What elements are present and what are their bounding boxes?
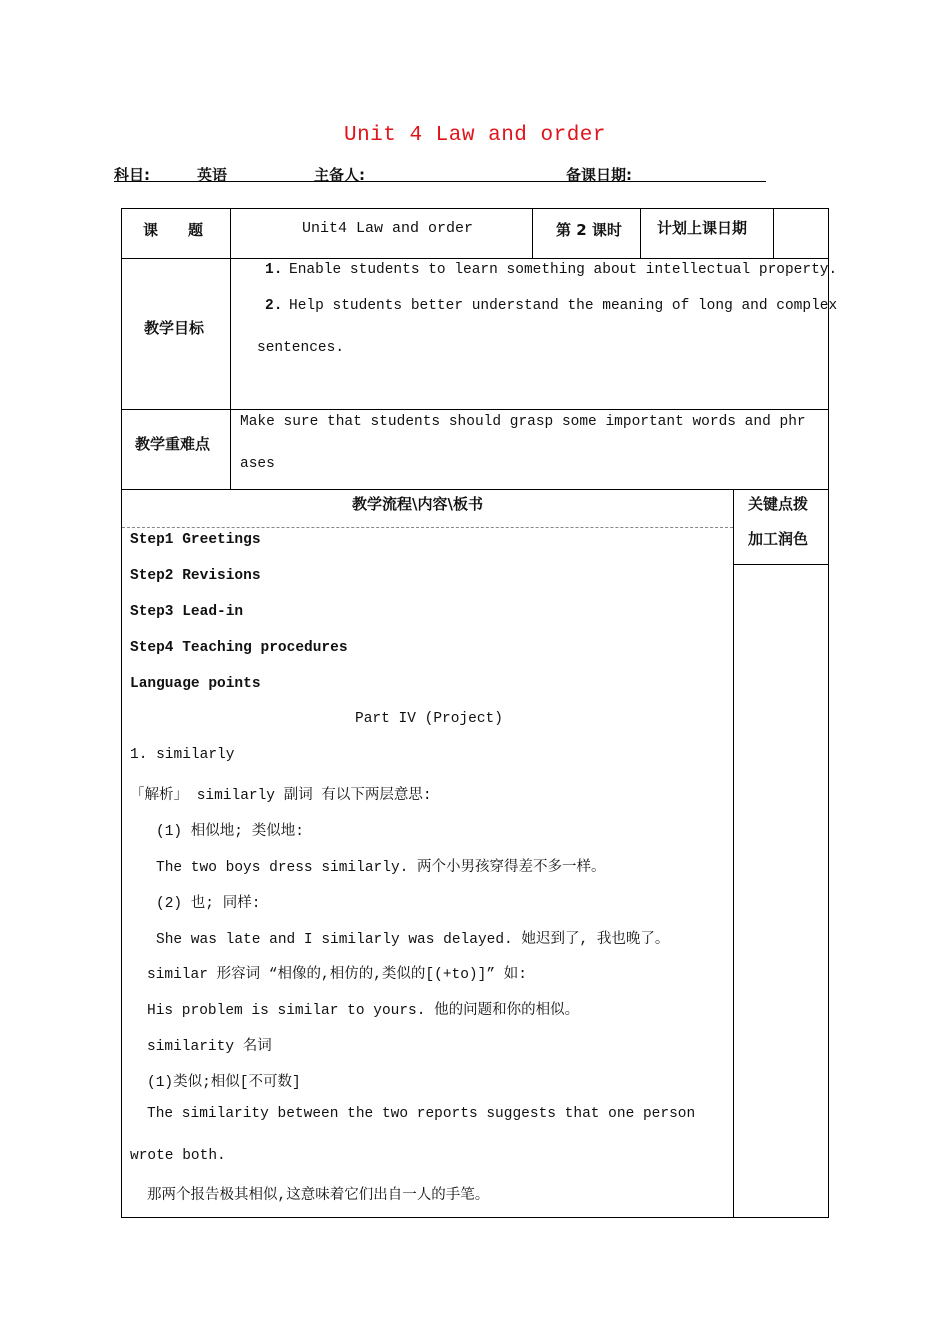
content-line: 那两个报告极其相似,这意味着它们出自一人的手笔。 xyxy=(147,1188,490,1204)
content-line: (1)类似;相似[不可数] xyxy=(147,1075,301,1091)
content-line: The two boys dress similarly. 两个小男孩穿得差不多一样。 xyxy=(156,860,606,876)
key-points-line-1: Make sure that students should grasp some important words and phr xyxy=(240,414,806,430)
key-points-label: 教学重难点 xyxy=(135,435,211,453)
content-line: (2) 也; 同样: xyxy=(156,896,261,912)
part-title: Part IV (Project) xyxy=(355,711,503,727)
subject-value: 英语 xyxy=(197,166,228,184)
process-header: 教学流程\内容\板书 xyxy=(352,495,483,513)
content-line: wrote both. xyxy=(130,1148,226,1164)
preparer-label: 主备人: xyxy=(314,166,365,184)
side-header-key-tips: 关键点拨 xyxy=(748,495,809,513)
content-line: The similarity between the two reports suggests that one person xyxy=(147,1106,696,1122)
content-line: His problem is similar to yours. 他的问题和你的相似。 xyxy=(147,1003,580,1019)
step-lead-in: Step3 Lead-in xyxy=(130,604,244,620)
step-teaching-procedures: Step4 Teaching procedures xyxy=(130,640,348,656)
step-revisions: Step2 Revisions xyxy=(130,568,261,584)
document-title: Unit 4 Law and order xyxy=(343,124,607,147)
subject-label: 科目: xyxy=(114,166,150,184)
topic-value: Unit4 Law and order xyxy=(302,220,474,237)
plan-date-label: 计划上课日期 xyxy=(657,219,748,237)
date-label: 备课日期: xyxy=(566,166,632,184)
content-line: She was late and I similarly was delayed. 她迟到了, 我也晚了。 xyxy=(156,932,670,948)
topic-label: 课 题 xyxy=(143,221,204,239)
goal-2-text: Help students better understand the meaning of long and complex xyxy=(289,298,838,314)
goal-2-number: 2. xyxy=(265,298,283,314)
content-line: 1. similarly xyxy=(130,747,235,763)
key-points-line-2: ases xyxy=(240,456,275,472)
goal-2-continuation: sentences. xyxy=(257,340,345,356)
goal-1-text: Enable students to learn something about intellectual property. xyxy=(289,262,838,278)
language-points-heading: Language points xyxy=(130,676,261,692)
content-line: similarity 名词 xyxy=(147,1039,272,1055)
lesson-number: 第 2 课时 xyxy=(556,221,622,239)
side-header-polish: 加工润色 xyxy=(748,530,809,548)
goal-1-number: 1. xyxy=(265,262,283,278)
step-greetings: Step1 Greetings xyxy=(130,532,261,548)
content-line: 「解析」 similarly 副词 有以下两层意思: xyxy=(130,788,432,804)
goals-label: 教学目标 xyxy=(144,319,205,337)
meta-line xyxy=(114,164,766,182)
content-line: (1) 相似地; 类似地: xyxy=(156,824,304,840)
content-line: similar 形容词 “相像的,相仿的,类似的[(+to)]” 如: xyxy=(147,967,527,983)
